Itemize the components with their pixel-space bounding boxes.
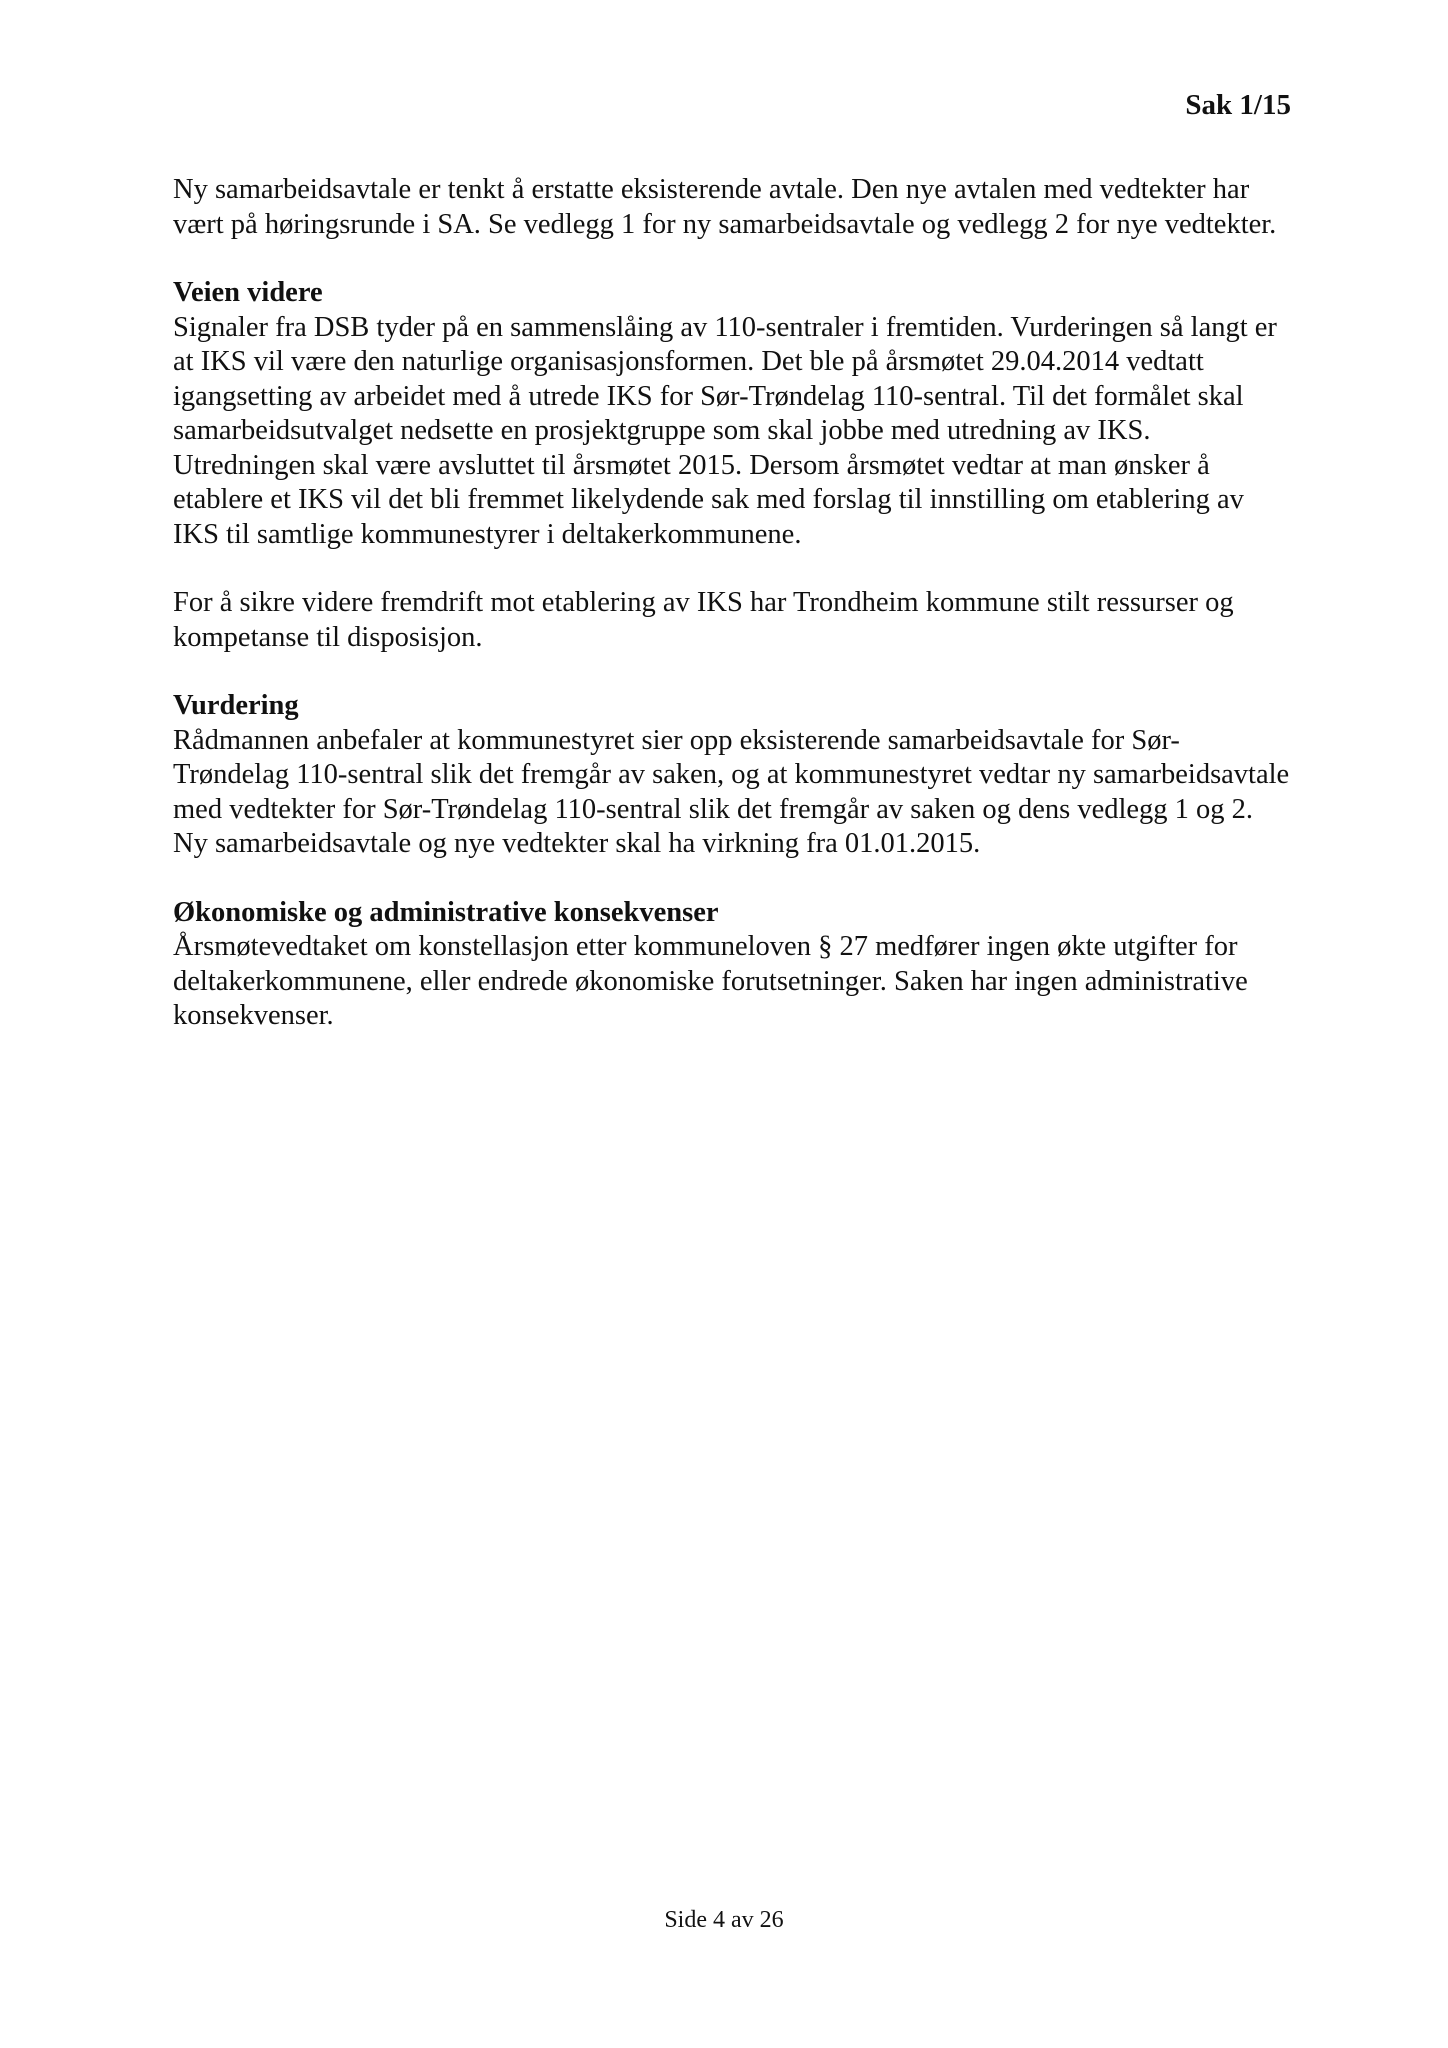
veien-videre-paragraph-2: For å sikre videre fremdrift mot etablering av IKS har Trondheim kommune stilt ressurser og kompetanse til disposisjon.: [173, 587, 1234, 653]
section-heading-veien-videre: Veien videre: [173, 277, 323, 308]
case-reference: Sak 1/15: [1185, 89, 1291, 121]
konsekvenser-paragraph: Årsmøtevedtaket om konstellasjon etter kommuneloven § 27 medfører ingen økte utgifter for deltakerkommunene, eller endrede økonomiske forutsetninger. Saken har ingen administrative konsekvenser.: [173, 931, 1248, 1031]
section-heading-konsekvenser: Økonomiske og administrative konsekvenser: [173, 896, 719, 928]
intro-paragraph: Ny samarbeidsavtale er tenkt å erstatte eksisterende avtale. Den nye avtalen med vedtekter har vært på høringsrunde i SA. Se vedlegg 1 for ny samarbeidsavtale og vedlegg 2 for nye vedtekter.: [173, 174, 1277, 240]
document-body: [173, 173, 1293, 1034]
section-heading-vurdering: Vurdering: [173, 690, 299, 721]
vurdering-paragraph: Rådmannen anbefaler at kommunestyret sier opp eksisterende samarbeidsavtale for Sør-Trøndelag 110-sentral slik det fremgår av saken, og at kommunestyret vedtar ny samarbeidsavtale med vedtekter for Sør-Trøndelag 110-sentral slik det fremgår av saken og dens vedlegg 1 og 2. Ny samarbeidsavtale og nye vedtekter skal ha virkning fra 01.01.2015.: [173, 724, 1290, 859]
veien-videre-paragraph-1: Signaler fra DSB tyder på en sammenslåing av 110-sentraler i fremtiden. Vurderingen så langt er at IKS vil være den naturlige organisasjonsformen. Det ble på årsmøtet 29.04.2014 vedtatt igangsetting av arbeidet med å utrede IKS for Sør-Trøndelag 110-sentral. Til det formålet skal samarbeidsutvalget nedsette en prosjektgruppe som skal jobbe med utredning av IKS. Utredningen skal være avsluttet til årsmøtet 2015. Dersom årsmøtet vedtar at man ønsker å etablere et IKS vil det bli fremmet likelydende sak med forslag til innstilling om etablering av IKS til samtlige kommunestyrer i deltakerkommunene.: [173, 311, 1277, 550]
page-number-footer: Side 4 av 26: [664, 1907, 784, 1933]
